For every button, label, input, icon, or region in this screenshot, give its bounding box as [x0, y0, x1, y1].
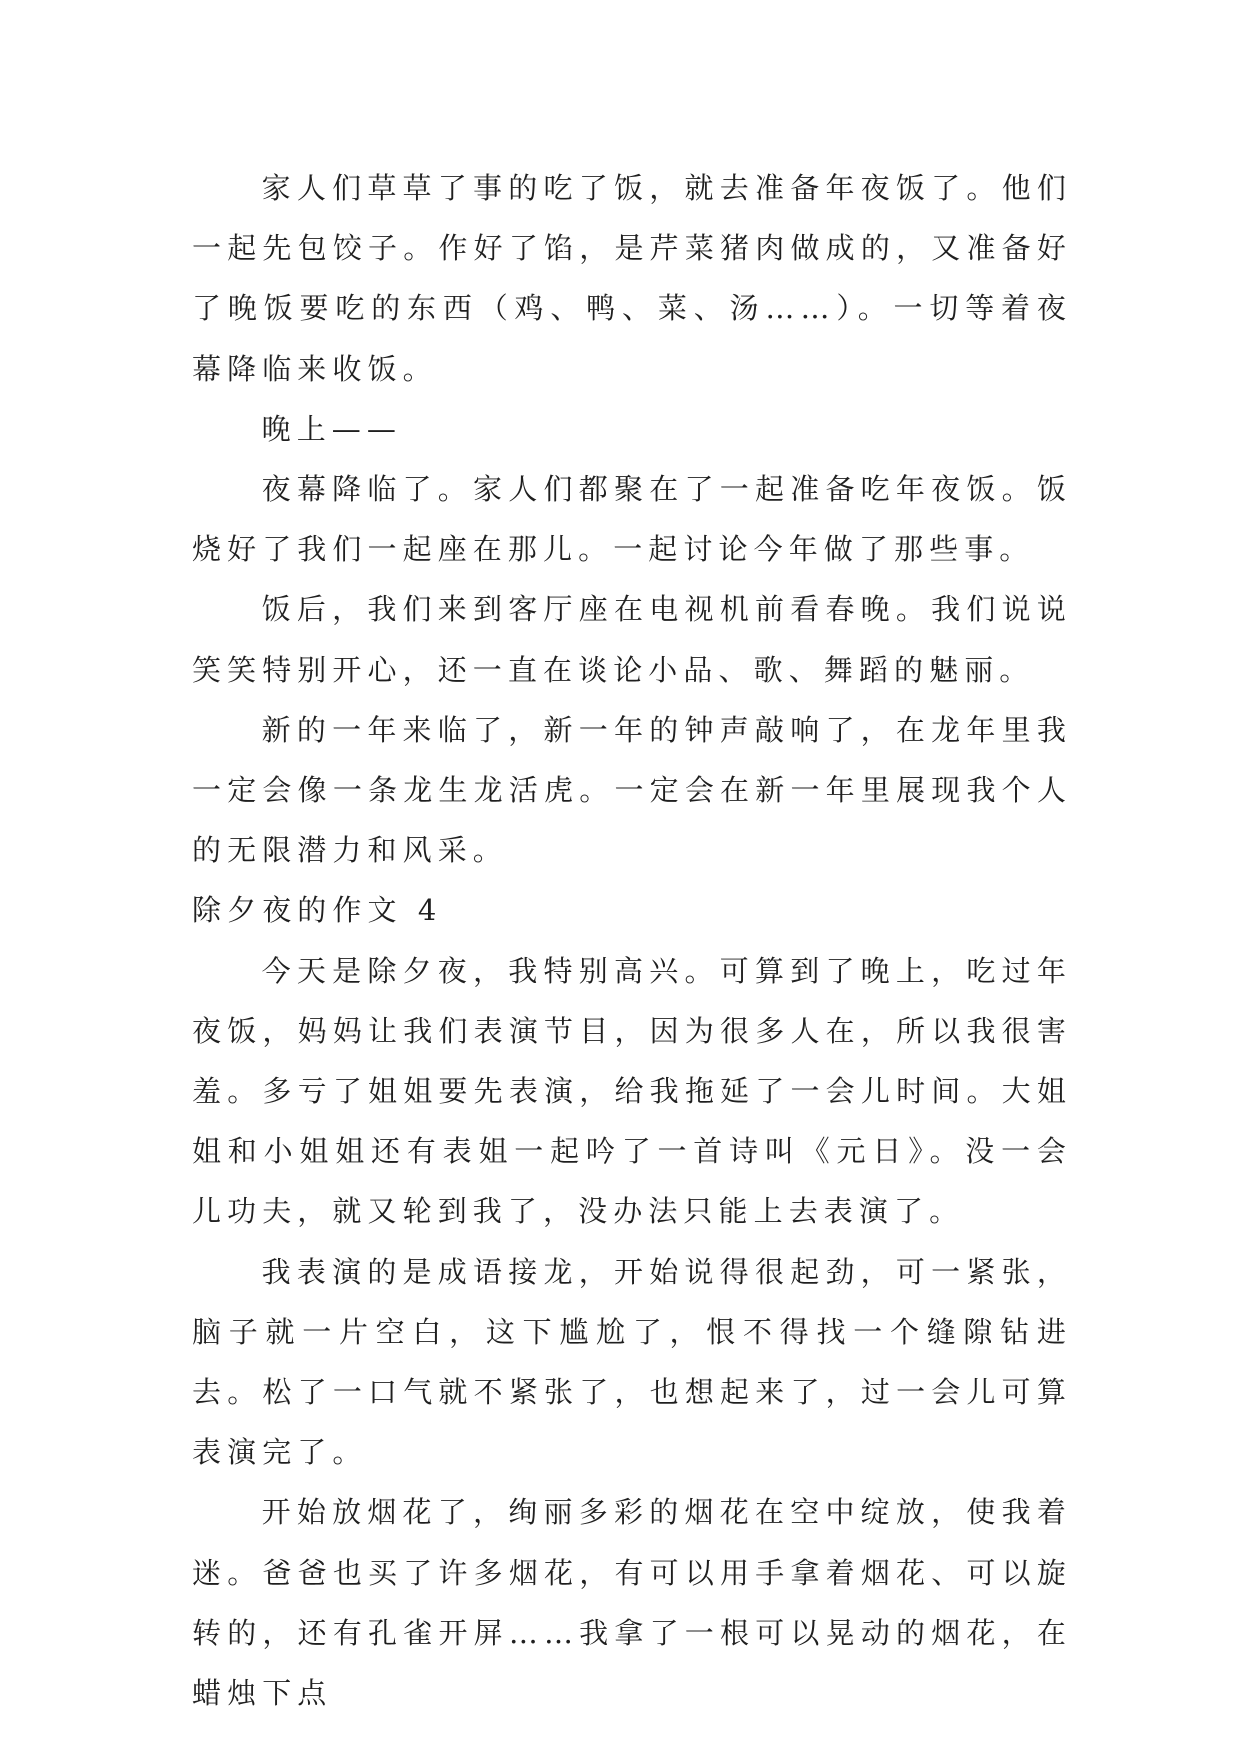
paragraph-idiom-chain: 我表演的是成语接龙，开始说得很起劲，可一紧张，脑子就一片空白，这下尴尬了，恨不得找一个缝隙钻进去。松了一口气就不紧张了，也想起来了，过一会儿可算表演完了。	[192, 1254, 1072, 1470]
document-body	[192, 158, 1072, 1723]
paragraph-nightfall-dinner: 夜幕降临了。家人们都聚在了一起准备吃年夜饭。饭烧好了我们一起座在那儿。一起讨论今年做了那些事。	[192, 472, 1072, 567]
paragraph-family-preparing-dinner: 家人们草草了事的吃了饭，就去准备年夜饭了。他们一起先包饺子。作好了馅，是芹菜猪肉做成的，又准备好了晚饭要吃的东西（鸡、鸭、菜、汤……）。一切等着夜幕降临来收饭。	[192, 171, 1072, 386]
essay-4-title: 除夕夜的作文 4	[192, 893, 443, 928]
paragraph-spring-gala: 饭后，我们来到客厅座在电视机前看春晚。我们说说笑笑特别开心，还一直在谈论小品、歌、舞蹈的魅丽。	[192, 592, 1072, 687]
paragraph-performance-shy: 今天是除夕夜，我特别高兴。可算到了晚上，吃过年夜饭，妈妈让我们表演节目，因为很多人在，所以我很害羞。多亏了姐姐要先表演，给我拖延了一会儿时间。大姐姐和小姐姐还有表姐一起吟了一首诗叫《元日》。没一会儿功夫，就又轮到我了，没办法只能上去表演了。	[192, 953, 1072, 1229]
paragraph-evening: 晚上——	[261, 411, 402, 446]
paragraph-fireworks: 开始放烟花了，绚丽多彩的烟花在空中绽放，使我着迷。爸爸也买了许多烟花，有可以用手拿着烟花、可以旋转的，还有孔雀开屏……我拿了一根可以晃动的烟花，在蜡烛下点	[192, 1495, 1072, 1711]
paragraph-new-year-bell: 新的一年来临了，新一年的钟声敲响了，在龙年里我一定会像一条龙生龙活虎。一定会在新一年里展现我个人的无限潜力和风采。	[192, 712, 1072, 868]
